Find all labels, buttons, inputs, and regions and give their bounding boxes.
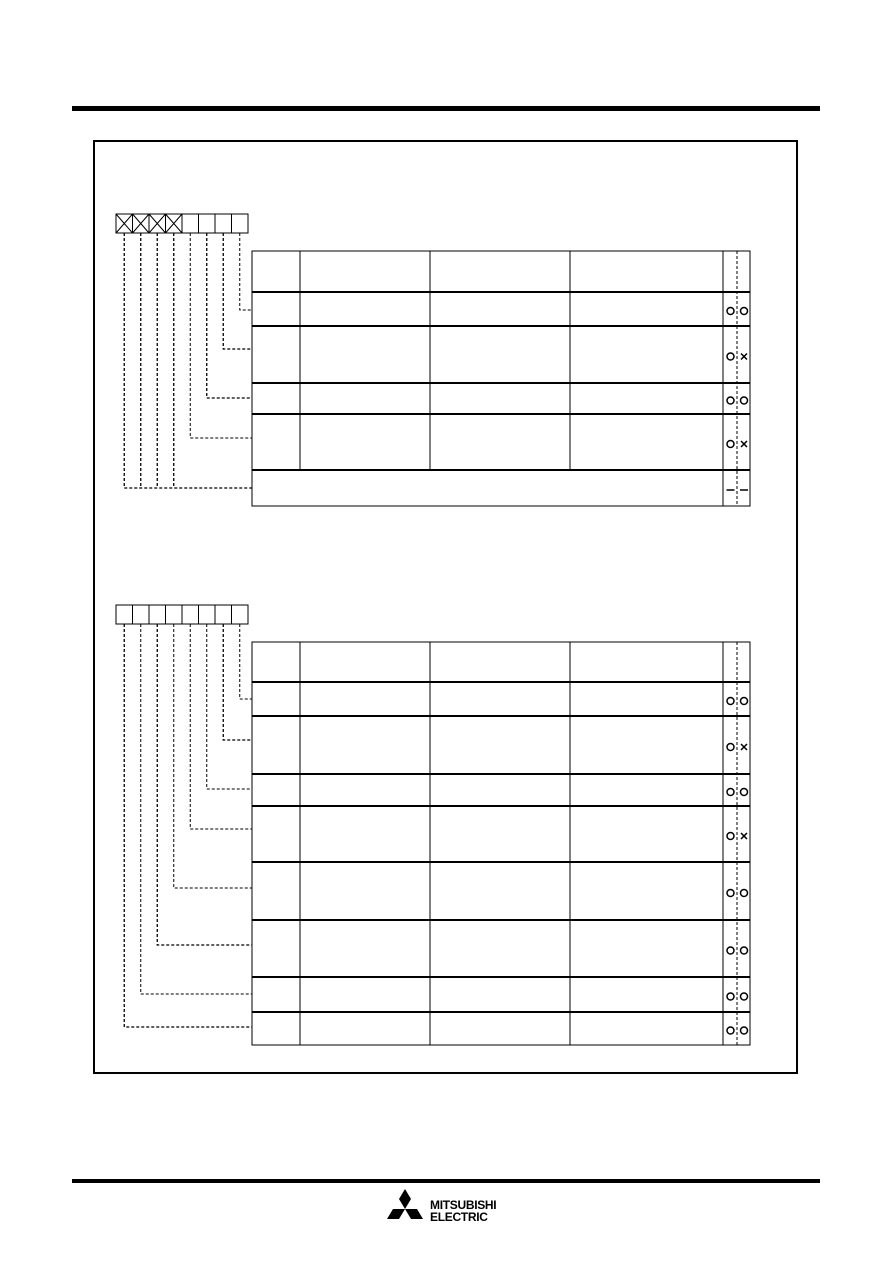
- reg2-rw-circle-mark: [727, 698, 734, 705]
- reg2-rw-circle-mark: [741, 890, 748, 897]
- logo-line1: MITSUBISHI: [430, 1198, 497, 1212]
- reg1-bit-connector: [190, 233, 252, 438]
- reg1-bit-connector: [240, 233, 252, 310]
- reg2-rw-circle-mark: [741, 947, 748, 954]
- three-diamonds-icon: [383, 1189, 428, 1231]
- reg1-bit-box: [182, 214, 199, 233]
- reg2-rw-circle-mark: [727, 744, 734, 751]
- reg2-bit-connector: [240, 624, 252, 699]
- reg2-bit-box: [166, 605, 183, 624]
- reg2-rw-circle-mark: [727, 833, 734, 840]
- reg2-bit-connector: [174, 624, 252, 888]
- reg1-bit-box: [215, 214, 232, 233]
- reg2-rw-circle-mark: [727, 947, 734, 954]
- mitsubishi-electric-logo: [383, 1189, 518, 1231]
- reg2-bit-connector: [207, 624, 252, 789]
- reg2-table-outline: [252, 642, 750, 1045]
- reg1-bit-connector: [223, 233, 252, 349]
- reg2-rw-circle-mark: [741, 993, 748, 1000]
- reg1-group: [116, 214, 750, 506]
- footer-rule: [72, 1179, 820, 1183]
- reg1-rw-circle-mark: [727, 397, 734, 404]
- reg2-rw-circle-mark: [727, 993, 734, 1000]
- reg2-bit-box: [149, 605, 166, 624]
- reg2-bit-box: [215, 605, 232, 624]
- reg2-bit-box: [182, 605, 199, 624]
- reg2-group: [116, 605, 750, 1045]
- reg1-bit-box: [199, 214, 216, 233]
- reg2-bit-connector: [157, 624, 252, 945]
- reg2-rw-circle-mark: [727, 890, 734, 897]
- reg2-rw-circle-mark: [741, 1027, 748, 1034]
- reg2-bit-connector: [124, 624, 252, 1027]
- reg2-bit-box: [116, 605, 133, 624]
- reg2-bit-box: [133, 605, 150, 624]
- reg1-table-outline: [252, 251, 750, 506]
- reg1-bit-connector: [207, 233, 252, 398]
- reg2-rw-circle-mark: [741, 789, 748, 796]
- reg1-rw-circle-mark: [727, 353, 734, 360]
- reg2-bit-connector: [223, 624, 252, 740]
- reg2-bit-box: [199, 605, 216, 624]
- reg2-bit-connector: [190, 624, 252, 829]
- reg1-rw-circle-mark: [741, 308, 748, 315]
- reg1-rw-circle-mark: [741, 397, 748, 404]
- reg2-bit-box: [232, 605, 249, 624]
- reg1-rw-circle-mark: [727, 308, 734, 315]
- logo-line2: ELECTRIC: [430, 1210, 488, 1224]
- reg2-rw-circle-mark: [727, 1027, 734, 1034]
- reg2-rw-circle-mark: [741, 698, 748, 705]
- reg1-rw-circle-mark: [727, 441, 734, 448]
- reg2-rw-circle-mark: [727, 789, 734, 796]
- reg1-bit-box: [232, 214, 249, 233]
